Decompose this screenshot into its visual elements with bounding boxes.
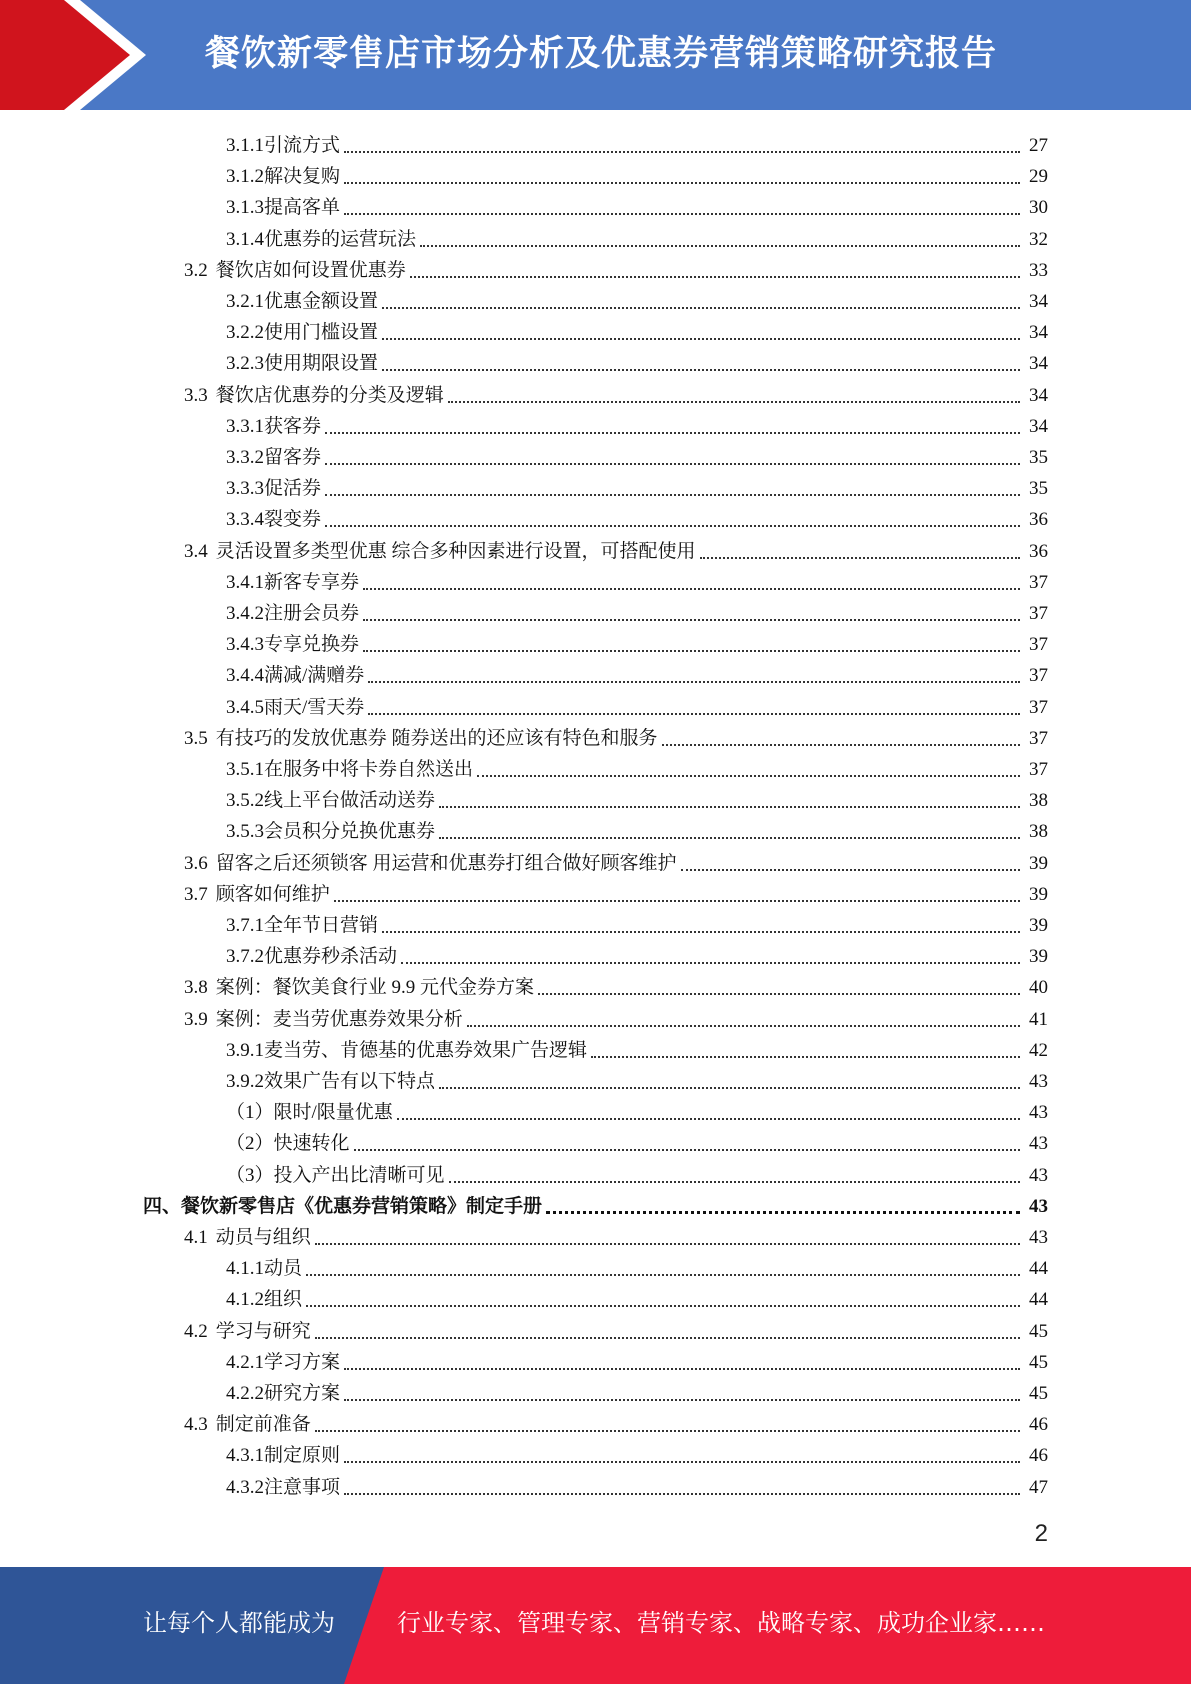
toc-entry-page: 46 — [1029, 1445, 1048, 1467]
toc-entry-title: 有技巧的发放优惠券 随券送出的还应该有特色和服务 — [215, 727, 658, 749]
toc-entry-page: 45 — [1029, 1320, 1048, 1342]
toc-entry-title: 研究方案 — [264, 1383, 341, 1404]
toc-entry[interactable] — [226, 501, 1048, 532]
toc-dot-leader — [681, 869, 1020, 871]
toc-entry[interactable] — [226, 189, 1048, 220]
toc-entry-page: 37 — [1029, 727, 1048, 749]
toc-entry-page: 33 — [1029, 259, 1048, 281]
toc-entry-page: 34 — [1029, 353, 1048, 375]
toc-dot-leader — [344, 1493, 1020, 1495]
toc-entry-number: 3.6 — [184, 852, 208, 874]
toc-entry-number: 3.5.2 — [226, 790, 264, 812]
toc-entry[interactable] — [184, 377, 1048, 408]
toc-entry-page: 43 — [1029, 1195, 1048, 1217]
toc-dot-leader — [662, 744, 1020, 746]
toc-entry-page: 44 — [1029, 1258, 1048, 1280]
toc-entry-title: 留客券 — [264, 447, 322, 468]
toc-dot-leader — [420, 245, 1020, 247]
toc-entry-title: 促活券 — [264, 478, 322, 500]
toc-entry-page: 41 — [1029, 1008, 1048, 1030]
toc-entry[interactable] — [184, 533, 1048, 564]
page-footer — [0, 1567, 1191, 1684]
toc-entry-page: 35 — [1029, 447, 1048, 468]
toc-entry[interactable] — [226, 1250, 1048, 1281]
toc-entry-number: 3.3.4 — [226, 509, 264, 531]
toc-entry-page: 36 — [1029, 509, 1048, 531]
toc-entry[interactable] — [226, 221, 1048, 252]
toc-entry-title: 线上平台做活动送券 — [264, 790, 436, 812]
toc-entry[interactable] — [184, 1001, 1048, 1032]
toc-entry-number: 3.9.1 — [226, 1039, 264, 1061]
toc-entry-title: 组织 — [264, 1289, 303, 1311]
toc-dot-leader — [546, 1211, 1020, 1214]
toc-entry-page: 36 — [1029, 540, 1048, 562]
toc-dot-leader — [397, 1118, 1020, 1120]
toc-entry-number: 3.2.1 — [226, 291, 264, 312]
toc-entry-title: 制定原则 — [264, 1445, 341, 1467]
toc-entry-page: 37 — [1029, 571, 1048, 593]
toc-entry[interactable] — [184, 969, 1048, 1000]
toc-entry-title: 麦当劳、肯德基的优惠券效果广告逻辑 — [264, 1039, 588, 1061]
toc-entry-number: 3.8 — [184, 977, 208, 999]
toc-dot-leader — [344, 1399, 1020, 1401]
toc-entry-title: （1）限时/限量优惠 — [226, 1102, 393, 1124]
toc-entry-page: 37 — [1029, 603, 1048, 624]
toc-entry-page: 30 — [1029, 197, 1048, 219]
toc-entry[interactable] — [226, 1032, 1048, 1063]
toc-entry-page: 34 — [1029, 384, 1048, 406]
toc-entry[interactable] — [226, 127, 1048, 158]
toc-entry-number: 3.5.3 — [226, 821, 264, 843]
toc-entry-page: 39 — [1029, 883, 1048, 905]
toc-entry-title: 留客之后还须锁客 用运营和优惠券打组合做好顾客维护 — [215, 852, 677, 874]
toc-entry-title: 餐饮店优惠券的分类及逻辑 — [215, 384, 444, 406]
toc-dot-leader — [363, 619, 1020, 621]
toc-entry-title: 优惠金额设置 — [264, 291, 379, 312]
toc-entry-title: 解决复购 — [264, 166, 341, 188]
toc-dot-leader — [315, 1430, 1020, 1432]
toc-entry-number: 3.3.1 — [226, 415, 264, 437]
toc-entry[interactable] — [184, 1219, 1048, 1250]
toc-entry-number: 3.4.4 — [226, 665, 264, 687]
toc-entry-number: 3.4.5 — [226, 696, 264, 718]
toc-entry-title: 灵活设置多类型优惠 综合多种因素进行设置，可搭配使用 — [215, 540, 696, 562]
toc-entry[interactable] — [226, 1281, 1048, 1312]
toc-entry-page: 34 — [1029, 291, 1048, 312]
toc-entry-number: 3.7.2 — [226, 946, 264, 968]
toc-entry[interactable] — [184, 876, 1048, 907]
toc-entry[interactable] — [184, 252, 1048, 283]
toc-entry-number: 3.9.2 — [226, 1071, 264, 1092]
toc-entry-number: 4.1.2 — [226, 1289, 264, 1311]
toc-entry-title: 四、餐饮新零售店《优惠券营销策略》制定手册 — [143, 1195, 543, 1217]
toc-entry-number: 3.7 — [184, 883, 208, 905]
toc-entry[interactable] — [226, 158, 1048, 189]
toc-entry[interactable] — [226, 689, 1048, 720]
toc-entry-number: 4.2.2 — [226, 1383, 264, 1404]
toc-entry-number: 3.1.2 — [226, 166, 264, 188]
toc-dot-leader — [315, 1337, 1020, 1339]
toc-entry-number: 3.3 — [184, 384, 208, 406]
toc-entry[interactable] — [226, 1344, 1048, 1375]
toc-entry[interactable] — [226, 470, 1048, 501]
toc-entry-title: （3）投入产出比清晰可见 — [226, 1164, 445, 1186]
footer-slogan: 让每个人都能成为 — [143, 1609, 335, 1637]
toc-entry[interactable] — [226, 1375, 1048, 1406]
toc-entry-number: 3.2.2 — [226, 322, 264, 344]
toc-entry-number: 3.5 — [184, 727, 208, 749]
toc-dot-leader — [344, 182, 1020, 184]
toc-entry-title: 专享兑换券 — [264, 634, 360, 656]
toc-dot-leader — [325, 432, 1020, 434]
toc-entry[interactable] — [226, 938, 1048, 969]
toc-entry[interactable] — [184, 845, 1048, 876]
toc-entry-page: 37 — [1029, 665, 1048, 687]
toc-dot-leader — [439, 806, 1020, 808]
toc-entry-number: 3.4.1 — [226, 571, 264, 593]
toc-entry-number: 4.2 — [184, 1320, 208, 1342]
toc-dot-leader — [306, 1274, 1020, 1276]
toc-entry-title: 会员积分兑换优惠券 — [264, 821, 436, 843]
toc-entry-title: 裂变券 — [264, 509, 322, 531]
toc-dot-leader — [306, 1305, 1020, 1307]
toc-entry-page: 37 — [1029, 634, 1048, 656]
toc-entry-page: 37 — [1029, 696, 1048, 718]
toc-entry[interactable] — [184, 720, 1048, 751]
toc-dot-leader — [439, 837, 1020, 839]
toc-entry[interactable] — [226, 657, 1048, 688]
toc-entry-number: 3.7.1 — [226, 915, 264, 936]
toc-entry[interactable] — [226, 907, 1048, 938]
toc-entry-number: 4.3.1 — [226, 1445, 264, 1467]
toc-entry-page: 43 — [1029, 1071, 1048, 1092]
toc-entry-page: 27 — [1029, 135, 1048, 156]
toc-entry[interactable] — [226, 1157, 1048, 1188]
toc-entry-number: 3.4.2 — [226, 603, 264, 624]
toc-entry-title: 动员与组织 — [215, 1227, 311, 1248]
toc-entry[interactable] — [226, 813, 1048, 844]
toc-dot-leader — [439, 1087, 1020, 1089]
toc-entry[interactable] — [226, 1469, 1048, 1500]
toc-dot-leader — [382, 369, 1020, 371]
toc-entry-number: 3.4.3 — [226, 634, 264, 656]
toc-entry[interactable] — [226, 751, 1048, 782]
toc-dot-leader — [382, 931, 1020, 933]
toc-entry-page: 43 — [1029, 1227, 1048, 1248]
toc-dot-leader — [467, 1025, 1020, 1027]
toc-entry-number: 3.2.3 — [226, 353, 264, 375]
toc-dot-leader — [344, 1368, 1020, 1370]
toc-entry[interactable] — [226, 408, 1048, 439]
toc-entry-title: 引流方式 — [264, 135, 341, 156]
toc-entry-title: 优惠券的运营玩法 — [264, 228, 417, 250]
toc-entry-title: 案例：麦当劳优惠券效果分析 — [215, 1008, 463, 1030]
toc-entry-number: 3.1.4 — [226, 228, 264, 250]
toc-entry-page: 38 — [1029, 821, 1048, 843]
toc-dot-leader — [591, 1056, 1020, 1058]
toc-entry-title: 案例：餐饮美食行业 9.9 元代金券方案 — [215, 977, 535, 999]
toc-dot-leader — [344, 151, 1020, 153]
toc-entry-page: 39 — [1029, 852, 1048, 874]
toc-dot-leader — [363, 650, 1020, 652]
toc-entry[interactable] — [143, 1188, 1048, 1219]
toc-entry-number: 4.3.2 — [226, 1476, 264, 1498]
toc-entry-number: 4.1 — [184, 1227, 208, 1248]
toc-dot-leader — [382, 338, 1020, 340]
toc-entry-title: 学习方案 — [264, 1351, 341, 1373]
toc-dot-leader — [325, 494, 1020, 496]
toc-entry-page: 39 — [1029, 915, 1048, 936]
toc-entry[interactable] — [226, 345, 1048, 376]
toc-entry-number: 3.4 — [184, 540, 208, 562]
toc-entry-title: 使用期限设置 — [264, 353, 379, 375]
toc-entry-title: 注意事项 — [264, 1476, 341, 1498]
toc-dot-leader — [700, 557, 1020, 559]
toc-entry-page: 45 — [1029, 1383, 1048, 1404]
toc-dot-leader — [325, 463, 1020, 465]
toc-dot-leader — [354, 1149, 1020, 1151]
page-number: 2 — [1034, 1520, 1048, 1547]
toc-entry-title: 效果广告有以下特点 — [264, 1071, 436, 1092]
toc-entry-page: 46 — [1029, 1414, 1048, 1436]
toc-entry[interactable] — [226, 1094, 1048, 1125]
toc-entry-number: 4.2.1 — [226, 1351, 264, 1373]
toc-entry[interactable] — [184, 1313, 1048, 1344]
toc-entry-title: （2）快速转化 — [226, 1133, 350, 1155]
toc-entry[interactable] — [226, 782, 1048, 813]
toc-dot-leader — [448, 401, 1020, 403]
toc-entry-title: 制定前准备 — [215, 1414, 311, 1436]
toc-dot-leader — [538, 993, 1020, 995]
toc-entry[interactable] — [226, 564, 1048, 595]
toc-entry-page: 38 — [1029, 790, 1048, 812]
toc-entry[interactable] — [226, 439, 1048, 470]
toc-entry-number: 3.3.3 — [226, 478, 264, 500]
toc-dot-leader — [368, 681, 1020, 683]
toc-entry-page: 35 — [1029, 478, 1048, 500]
toc-entry[interactable] — [226, 283, 1048, 314]
toc-entry-number: 3.9 — [184, 1008, 208, 1030]
toc-entry-number: 3.2 — [184, 259, 208, 281]
toc-dot-leader — [449, 1181, 1020, 1183]
toc-dot-leader — [334, 900, 1020, 902]
toc-dot-leader — [477, 775, 1020, 777]
toc-entry[interactable] — [226, 314, 1048, 345]
toc-entry-title: 满减/满赠券 — [264, 665, 365, 687]
toc-entry-title: 雨天/雪天券 — [264, 696, 365, 718]
toc-entry-number: 3.3.2 — [226, 447, 264, 468]
toc-dot-leader — [315, 1243, 1020, 1245]
toc-dot-leader — [401, 962, 1020, 964]
toc-entry-page: 32 — [1029, 228, 1048, 250]
toc-entry-page: 39 — [1029, 946, 1048, 968]
toc-entry[interactable] — [226, 1437, 1048, 1468]
toc-entry-page: 42 — [1029, 1039, 1048, 1061]
toc-entry-page: 47 — [1029, 1476, 1048, 1498]
toc-entry-page: 43 — [1029, 1102, 1048, 1124]
toc-entry-title: 使用门槛设置 — [264, 322, 379, 344]
toc-entry-page: 34 — [1029, 415, 1048, 437]
toc-dot-leader — [382, 307, 1020, 309]
toc-entry-title: 优惠券秒杀活动 — [264, 946, 398, 968]
toc-entry-title: 提高客单 — [264, 197, 341, 219]
toc-dot-leader — [344, 1461, 1020, 1463]
toc-dot-leader — [325, 525, 1020, 527]
toc-entry-title: 获客券 — [264, 415, 322, 437]
toc-entry-page: 29 — [1029, 166, 1048, 188]
toc-entry[interactable] — [226, 595, 1048, 626]
toc-entry-page: 40 — [1029, 977, 1048, 999]
page-header — [0, 0, 1191, 110]
toc-dot-leader — [344, 213, 1020, 215]
toc-entry-page: 37 — [1029, 759, 1048, 780]
toc-entry-number: 3.1.3 — [226, 197, 264, 219]
toc-dot-leader — [410, 276, 1020, 278]
toc-entry-number: 4.1.1 — [226, 1258, 264, 1280]
toc-entry-page: 34 — [1029, 322, 1048, 344]
toc-entry-page: 45 — [1029, 1351, 1048, 1373]
toc-entry-title: 注册会员券 — [264, 603, 360, 624]
toc-entry-page: 43 — [1029, 1133, 1048, 1155]
toc-entry-title: 全年节日营销 — [264, 915, 379, 936]
toc-entry-title: 动员 — [264, 1258, 303, 1280]
toc-entry[interactable] — [226, 1125, 1048, 1156]
toc-entry[interactable] — [226, 626, 1048, 657]
toc-entry-title: 在服务中将卡券自然送出 — [264, 759, 474, 780]
toc-entry[interactable] — [184, 1406, 1048, 1437]
toc-dot-leader — [368, 713, 1020, 715]
report-title: 餐饮新零售店市场分析及优惠券营销策略研究报告 — [205, 34, 998, 74]
toc-entry-title: 新客专享券 — [264, 571, 360, 593]
toc-entry-title: 学习与研究 — [215, 1320, 311, 1342]
toc-entry-page: 43 — [1029, 1164, 1048, 1186]
toc-dot-leader — [363, 588, 1020, 590]
toc-entry-title: 顾客如何维护 — [215, 883, 330, 905]
toc-entry-number: 4.3 — [184, 1414, 208, 1436]
footer-expert-list: 行业专家、管理专家、营销专家、战略专家、成功企业家…… — [397, 1609, 1045, 1637]
toc-entry-title: 餐饮店如何设置优惠券 — [215, 259, 406, 281]
toc-entry[interactable] — [226, 1063, 1048, 1094]
header-red-arrow — [0, 0, 160, 110]
toc-entry-number: 3.5.1 — [226, 759, 264, 780]
toc-entry-page: 44 — [1029, 1289, 1048, 1311]
toc-entry-number: 3.1.1 — [226, 135, 264, 156]
